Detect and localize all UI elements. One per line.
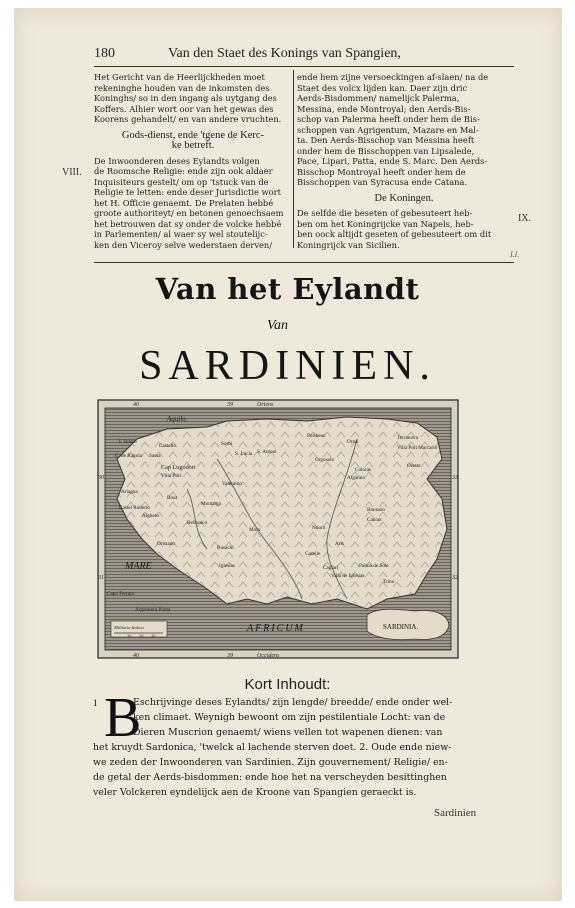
place-label: Alghero xyxy=(142,513,159,519)
map-label-top: Oriens xyxy=(257,402,274,408)
place-label: S. Lucia xyxy=(235,451,253,457)
text-line: groote authoriteyt/ en betonen genoechsaem xyxy=(94,208,284,218)
header-rule xyxy=(94,66,514,67)
frame-number: 30 xyxy=(98,475,104,481)
subheading-line: ke betreft. xyxy=(171,140,215,151)
chapter-title: Van het Eylandt xyxy=(155,272,420,306)
text-line: De selfde die beseten of gebesuteert heb- xyxy=(297,208,473,218)
section-subheading: De Koningen. xyxy=(374,192,434,204)
place-label: Busachi xyxy=(217,545,234,551)
margin-note-right: IX. xyxy=(518,213,532,224)
text-line: ben om het Koningrijcke van Napels, heb- xyxy=(297,218,474,229)
place-label: Terranova xyxy=(397,435,418,441)
scale-label: Milliaria Italica xyxy=(114,625,144,630)
text-line: Bisschoppen van Syracusa ende Catana. xyxy=(297,177,468,187)
place-label: Bosa xyxy=(167,495,178,501)
place-label: Caselle xyxy=(305,551,321,557)
chapter-title-van: Van xyxy=(267,318,288,333)
place-label: Mora xyxy=(249,527,261,533)
text-line: Koorens gehandelt/ en van andere vruchten. xyxy=(94,114,282,124)
place-label: Villa Port Marcario xyxy=(397,445,438,451)
frame-number: 40 xyxy=(133,653,139,659)
place-label: Capo Ferraro xyxy=(107,591,135,597)
cartouche-title: SARDINIA. xyxy=(383,623,419,631)
place-label: C. de Ragola xyxy=(115,453,142,459)
sea-label-africum: AFRICUM xyxy=(247,623,305,634)
margin-note-left: VIII. xyxy=(62,167,82,178)
drop-cap: B xyxy=(104,687,142,749)
text-line: het betrouwen dat sy onder de volcke hebbé xyxy=(94,218,282,229)
place-label: Ariagna xyxy=(121,489,138,495)
text-line: Pace, Lipari, Patta, ende S. Marc. Den Aerds- xyxy=(297,156,488,166)
section-subheading xyxy=(94,131,292,152)
map-label-aquilo: Aquilo xyxy=(167,415,186,423)
page-number: 180 xyxy=(94,46,115,61)
place-label: Orosi xyxy=(347,439,359,445)
text-line: rekeninghe houden van de inkomsten des xyxy=(94,82,270,93)
subheading-line: Gods-dienst, ende 'tgene de Kerc- xyxy=(121,129,265,141)
text-line: Religie te letten: ende deser Jurisdictie wort xyxy=(94,187,281,197)
place-label: Castel Ruberto xyxy=(119,505,150,511)
sardinia-map xyxy=(97,399,459,659)
summary-line: Eschrijvinge deses Eylandts/ zijn lengde/ breedde/ ende onder wel- xyxy=(133,697,453,708)
column-divider xyxy=(293,70,294,248)
place-label: Iglesias xyxy=(219,563,235,569)
text-line: De Inwoonderen deses Eylandts volgen xyxy=(94,155,260,166)
place-label: Coloras xyxy=(355,467,372,473)
place-label: I. Tolaro xyxy=(119,439,137,445)
summary-line: we zeden der Inwoonderen van Sardinien. Zijn gouvernement/ Religie/ en- xyxy=(93,757,448,768)
scale-number: 30 xyxy=(151,634,156,638)
place-label: Cap Lugodori xyxy=(161,464,196,471)
place-label: Villa Pitri xyxy=(161,473,182,479)
place-label: Palma de Sole xyxy=(359,563,389,569)
catchword: Sardinien xyxy=(434,807,477,819)
scale-number: 10 xyxy=(127,634,132,638)
text-line: ken den Viceroy selve wederstaen derven/ xyxy=(94,239,273,250)
summary-line: veler Volckeren eyndelijck aen de Kroone van Spangien geraeckt is. xyxy=(93,787,417,798)
place-label: Castello xyxy=(159,443,177,449)
place-label: Oristano xyxy=(157,541,175,547)
text-line: Aerds-Bisdommen/ namelijck Palerma, xyxy=(297,93,460,103)
text-line: schoppen van Agrigentum, Mazare en Mal- xyxy=(297,124,479,135)
section-rule xyxy=(94,262,514,263)
place-label: Caglari xyxy=(323,565,339,571)
frame-number: 40 xyxy=(133,402,139,408)
place-label: Argentiera Punta xyxy=(135,607,171,613)
place-label: Bellonico xyxy=(187,520,208,526)
text-line: Koningrijck van Sicilien. xyxy=(297,239,400,250)
summary-text xyxy=(93,695,485,800)
text-line: ende hem zijne versoeckingen af-slaen/ na de xyxy=(297,72,489,82)
summary-number: 1 xyxy=(93,698,98,708)
place-label: Oreste xyxy=(407,463,421,469)
scale-bar xyxy=(111,621,167,638)
summary-line: het kruydt Sardonica, 'twelck al lachende sterven doet. 2. Oude ende niew- xyxy=(93,742,452,753)
text-line: schop van Palerma heeft onder hem de Bis- xyxy=(297,114,480,124)
left-column xyxy=(94,72,292,250)
place-label: S. Antoni xyxy=(257,449,277,455)
text-line: ben oock altijdt geseten of gebesuteert om dit xyxy=(297,229,492,239)
text-line: ta. Den Aerds-Bisschop van Messina heeft xyxy=(297,135,475,145)
text-line: onder hem de Bisschoppen van Lipsalede, xyxy=(297,145,475,156)
place-label: Algarata xyxy=(347,475,365,481)
text-line: Staet des volcx lijden kan. Daer zijn dric xyxy=(297,82,468,93)
text-line: Koninghs/ so in den ingang als uytgang des xyxy=(94,93,277,103)
summary-heading: Kort Inhoudt: xyxy=(244,676,331,693)
place-label: Orgosolo xyxy=(315,457,335,463)
place-label: Portheus xyxy=(307,433,326,439)
text-line: in Parlementen/ al waer sy wel stoutelijc- xyxy=(94,229,268,239)
place-label: Aris xyxy=(335,541,344,547)
summary-line: de getal der Aerds-bisdommen: ende hoe het na verscheyden besittinghen xyxy=(93,772,447,783)
frame-number: 31 xyxy=(98,575,104,581)
map-label-bottom: Occidens xyxy=(257,653,280,659)
sea-label-mare: MARE xyxy=(125,561,152,572)
scale-number: 20 xyxy=(139,634,144,638)
frame-number: 39 xyxy=(227,402,233,408)
place-label: Villa de Iglesias xyxy=(331,573,365,579)
text-line: Koffers. Alhier wort oor van het gewas des xyxy=(94,103,274,114)
place-label: Trino xyxy=(383,579,395,585)
text-line: Inquisiteurs gestelt/ om op 'tstuck van de xyxy=(94,176,269,187)
summary-line: Dieren Muscrion genaemt/ wiens vellen tot wapenen dienen: van xyxy=(133,727,443,738)
text-line: Het Gericht van de Heerlijckheden moet xyxy=(94,72,265,82)
pencil-note: I.I. xyxy=(510,250,520,259)
text-line: Bisschop Montroyal heeft onder hem de xyxy=(297,166,466,177)
right-column xyxy=(297,72,511,250)
frame-number: 32 xyxy=(452,575,458,581)
frame-number: 39 xyxy=(227,653,233,659)
chapter-title-sardinien: SARDINIEN. xyxy=(139,343,436,389)
place-label: Bonnaro xyxy=(367,507,385,513)
place-label: Sorbi xyxy=(221,441,233,447)
place-label: Nuoro xyxy=(312,525,326,531)
text-line: de Roomsche Religie: ende zijn ook aldaer xyxy=(94,166,273,176)
frame-number: 33 xyxy=(452,475,458,481)
running-title: Van den Staet des Konings van Spangien, xyxy=(168,46,401,61)
place-label: Valentino xyxy=(222,481,242,487)
summary-line: ken climaet. Weynigh bewoont om zijn pestilentiale Locht: van de xyxy=(133,712,446,723)
place-label: Sassa xyxy=(149,453,161,459)
title-cartouche xyxy=(367,609,449,640)
place-label: Cabras xyxy=(367,517,382,523)
place-label: Montarga xyxy=(201,501,222,507)
text-line: het H. Officie genaemt. De Prelaten hebbé xyxy=(94,197,274,208)
text-line: Messina, ende Montroyal; den Aerds-Bis- xyxy=(297,103,471,114)
